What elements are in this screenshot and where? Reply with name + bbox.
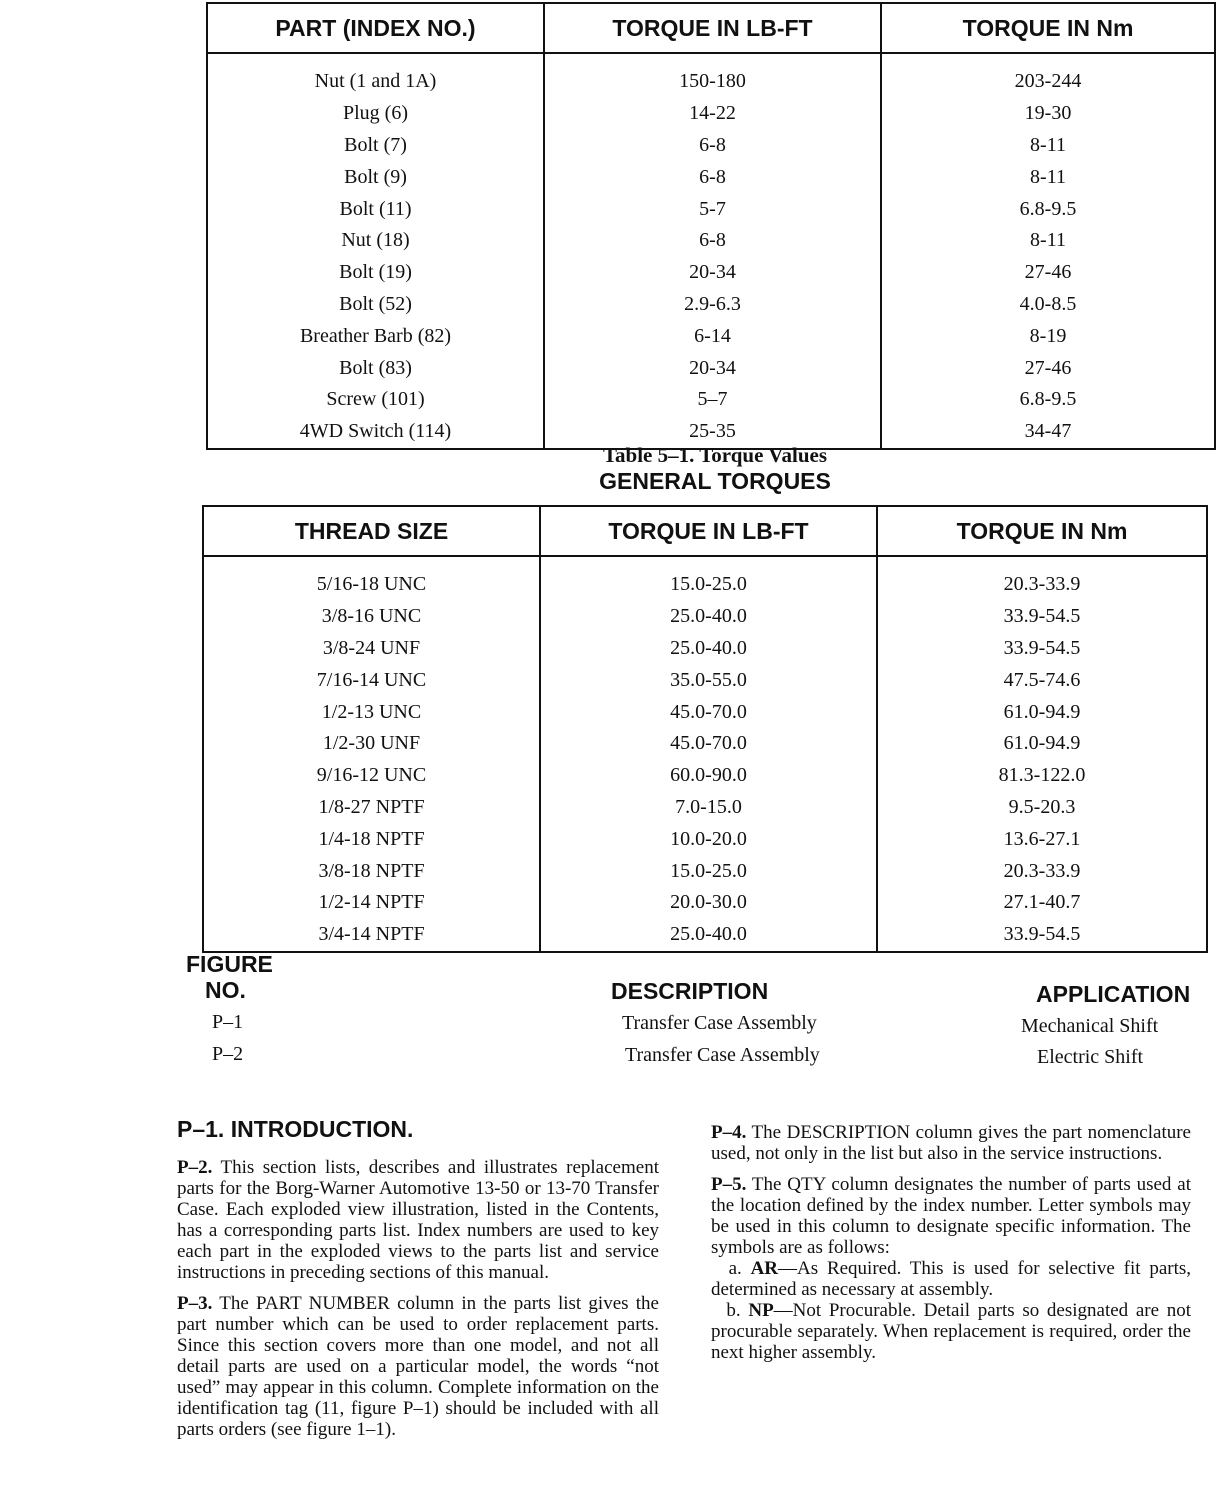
part-cell: Bolt (11) [207, 193, 544, 225]
thread-cell: 1/2-14 NPTF [203, 887, 540, 919]
paragraph-label: P–3. [177, 1293, 213, 1314]
lbft-cell: 35.0-55.0 [540, 664, 877, 696]
lbft-cell: 10.0-20.0 [540, 823, 877, 855]
table-row [203, 887, 1207, 919]
nm-cell: 27-46 [881, 352, 1215, 384]
table-row [203, 823, 1207, 855]
column-header: TORQUE IN Nm [881, 3, 1215, 53]
lbft-cell: 5-7 [544, 193, 881, 225]
nm-cell: 8-19 [881, 320, 1215, 352]
figure-application: Mechanical Shift [1021, 1015, 1159, 1037]
nm-cell: 6.8-9.5 [881, 384, 1215, 416]
list-prefix: a. [728, 1258, 742, 1279]
table-row [207, 53, 1215, 98]
nm-cell: 33.9-54.5 [877, 633, 1207, 665]
symbol-label: AR [750, 1258, 779, 1279]
lbft-cell: 5–7 [544, 384, 881, 416]
thread-cell: 1/2-13 UNC [203, 696, 540, 728]
nm-cell: 33.9-54.5 [877, 601, 1207, 633]
part-cell: Screw (101) [207, 384, 544, 416]
table-row [207, 130, 1215, 162]
table-row [207, 320, 1215, 352]
figure-number: P–1 [212, 1011, 244, 1033]
part-cell: Bolt (83) [207, 352, 544, 384]
figure-no-header: NO. [205, 977, 246, 1003]
figure-number: P–2 [212, 1043, 244, 1065]
table-row [207, 289, 1215, 321]
table-row [203, 556, 1207, 601]
lbft-cell: 6-8 [544, 161, 881, 193]
lbft-cell: 45.0-70.0 [540, 696, 877, 728]
paragraph-p4 [711, 1122, 1191, 1164]
nm-cell: 203-244 [881, 53, 1215, 98]
table-row [203, 760, 1207, 792]
lbft-cell: 25.0-40.0 [540, 919, 877, 952]
nm-cell: 27.1-40.7 [877, 887, 1207, 919]
figure-description: Transfer Case Assembly [622, 1012, 817, 1034]
intro-right-column [711, 1122, 1191, 1363]
paragraph-p2 [177, 1157, 659, 1283]
lbft-cell: 6-8 [544, 225, 881, 257]
table-row [207, 352, 1215, 384]
symbol-np [711, 1300, 1191, 1363]
table-row [203, 792, 1207, 824]
table-row [207, 98, 1215, 130]
symbol-label: NP [748, 1300, 774, 1321]
nm-cell: 47.5-74.6 [877, 664, 1207, 696]
column-header: THREAD SIZE [203, 506, 540, 556]
lbft-cell: 25.0-40.0 [540, 601, 877, 633]
table-caption: Table 5–1. Torque Values [602, 443, 828, 467]
thread-cell: 1/8-27 NPTF [203, 792, 540, 824]
paragraph-label: P–4. [711, 1122, 747, 1143]
table-row [203, 728, 1207, 760]
nm-cell: 8-11 [881, 161, 1215, 193]
nm-cell: 13.6-27.1 [877, 823, 1207, 855]
table-header-row [207, 3, 1215, 53]
thread-cell: 1/2-30 UNF [203, 728, 540, 760]
nm-cell: 61.0-94.9 [877, 728, 1207, 760]
nm-cell: 8-11 [881, 225, 1215, 257]
table-row [203, 696, 1207, 728]
thread-cell: 9/16-12 UNC [203, 760, 540, 792]
section-title: GENERAL TORQUES [599, 468, 831, 494]
lbft-cell: 20-34 [544, 352, 881, 384]
lbft-cell: 150-180 [544, 53, 881, 98]
part-cell: Bolt (19) [207, 257, 544, 289]
symbol-ar [711, 1258, 1191, 1300]
column-header: TORQUE IN LB-FT [540, 506, 877, 556]
column-header: PART (INDEX NO.) [207, 3, 544, 53]
paragraph-text: The PART NUMBER column in the parts list gives the part number which can be used to order replacement parts. Since this section covers more than one model, and not all detail parts are used on a particular model, the words “not used” may appear in this column. Complete information on the identification tag (11, figure P–1) should be included with all parts orders (see figure 1–1). [177, 1293, 659, 1440]
lbft-cell: 7.0-15.0 [540, 792, 877, 824]
part-cell: Bolt (7) [207, 130, 544, 162]
nm-cell: 34-47 [881, 416, 1215, 449]
nm-cell: 19-30 [881, 98, 1215, 130]
symbol-text: —Not Procurable. Detail parts so designated are not procurable separately. When replacement is required, order the next higher assembly. [711, 1300, 1192, 1363]
part-cell: Breather Barb (82) [207, 320, 544, 352]
table-row [203, 633, 1207, 665]
nm-cell: 81.3-122.0 [877, 760, 1207, 792]
thread-cell: 1/4-18 NPTF [203, 823, 540, 855]
part-cell: Bolt (9) [207, 161, 544, 193]
nm-cell: 33.9-54.5 [877, 919, 1207, 952]
table-row [203, 919, 1207, 952]
paragraph-label: P–2. [177, 1157, 213, 1178]
part-cell: Nut (1 and 1A) [207, 53, 544, 98]
nm-cell: 4.0-8.5 [881, 289, 1215, 321]
lbft-cell: 20-34 [544, 257, 881, 289]
part-cell: Nut (18) [207, 225, 544, 257]
table-row [203, 855, 1207, 887]
general-torques-table [202, 505, 1208, 953]
thread-cell: 7/16-14 UNC [203, 664, 540, 696]
intro-left-column [177, 1116, 659, 1450]
symbol-text: —As Required. This is used for selective fit parts, determined as necessary at assembly. [711, 1258, 1192, 1300]
column-header: TORQUE IN LB-FT [544, 3, 881, 53]
table-row [207, 257, 1215, 289]
torque-values-table [206, 2, 1216, 450]
lbft-cell: 2.9-6.3 [544, 289, 881, 321]
thread-cell: 3/4-14 NPTF [203, 919, 540, 952]
thread-cell: 3/8-18 NPTF [203, 855, 540, 887]
part-cell: Bolt (52) [207, 289, 544, 321]
paragraph-p3 [177, 1293, 659, 1440]
paragraph-p5 [711, 1174, 1191, 1258]
table-row [207, 384, 1215, 416]
lbft-cell: 15.0-25.0 [540, 855, 877, 887]
thread-cell: 5/16-18 UNC [203, 556, 540, 601]
figure-description: Transfer Case Assembly [625, 1044, 820, 1066]
nm-cell: 61.0-94.9 [877, 696, 1207, 728]
lbft-cell: 14-22 [544, 98, 881, 130]
figure-application: Electric Shift [1037, 1046, 1144, 1068]
lbft-cell: 60.0-90.0 [540, 760, 877, 792]
paragraph-text: The DESCRIPTION column gives the part nomenclature used, not only in the list but also in the service instructions. [711, 1122, 1191, 1164]
paragraph-text: The QTY column designates the number of parts used at the location defined by the index number. Letter symbols may be used in this column to designate specific information. The symbols are as follows: [711, 1174, 1191, 1258]
list-prefix: b. [726, 1300, 741, 1321]
paragraph-text: This section lists, describes and illustrates replacement parts for the Borg-Warner Automotive 13-50 or 13-70 Transfer Case. Each exploded view illustration, listed in the Contents, has a corresponding parts list. Index numbers are used to key each part in the exploded views to the parts list and service instructions in preceding sections of this manual. [177, 1157, 659, 1283]
table-row [207, 193, 1215, 225]
nm-cell: 6.8-9.5 [881, 193, 1215, 225]
lbft-cell: 6-8 [544, 130, 881, 162]
nm-cell: 27-46 [881, 257, 1215, 289]
paragraph-label: P–5. [711, 1174, 747, 1195]
lbft-cell: 20.0-30.0 [540, 887, 877, 919]
thread-cell: 3/8-16 UNC [203, 601, 540, 633]
table-row [203, 664, 1207, 696]
nm-cell: 9.5-20.3 [877, 792, 1207, 824]
nm-cell: 20.3-33.9 [877, 556, 1207, 601]
column-header: TORQUE IN Nm [877, 506, 1207, 556]
table-row [203, 601, 1207, 633]
application-header: APPLICATION [1036, 981, 1191, 1007]
table-row [207, 225, 1215, 257]
lbft-cell: 25-35 [544, 416, 881, 449]
lbft-cell: 25.0-40.0 [540, 633, 877, 665]
part-cell: Plug (6) [207, 98, 544, 130]
figure-header-label: FIGURE [186, 951, 273, 977]
intro-heading: P–1. INTRODUCTION. [177, 1116, 414, 1142]
part-cell: 4WD Switch (114) [207, 416, 544, 449]
nm-cell: 8-11 [881, 130, 1215, 162]
lbft-cell: 15.0-25.0 [540, 556, 877, 601]
nm-cell: 20.3-33.9 [877, 855, 1207, 887]
lbft-cell: 45.0-70.0 [540, 728, 877, 760]
lbft-cell: 6-14 [544, 320, 881, 352]
thread-cell: 3/8-24 UNF [203, 633, 540, 665]
table-header-row [203, 506, 1207, 556]
table-row [207, 161, 1215, 193]
description-header: DESCRIPTION [611, 978, 769, 1004]
